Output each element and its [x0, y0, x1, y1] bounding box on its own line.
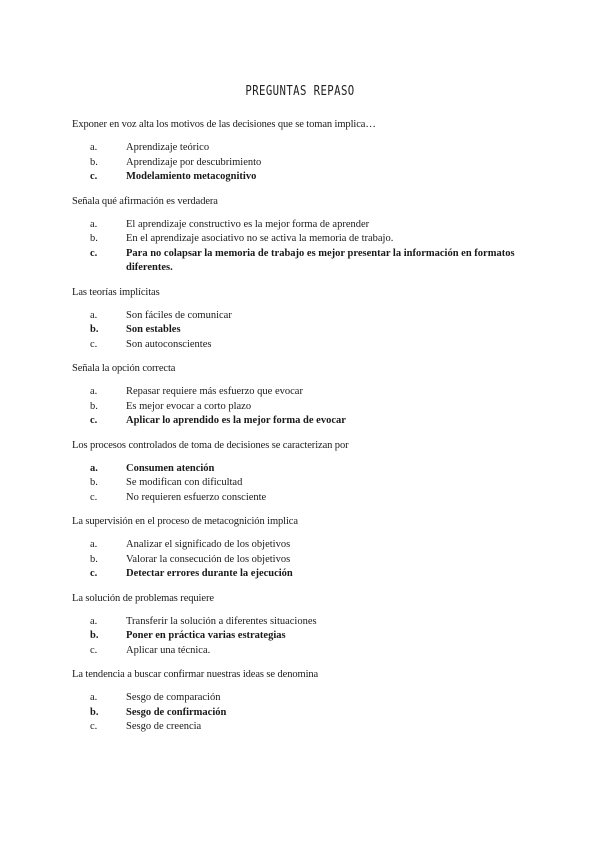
answer-option [90, 691, 532, 706]
question-text: Señala qué afirmación es verdadera [72, 195, 218, 207]
answer-option [90, 720, 532, 735]
question-block [72, 439, 532, 506]
answer-options [72, 385, 532, 429]
answer-options [72, 218, 532, 276]
option-text: En el aprendizaje asociativo no se activa la memoria de trabajo. [126, 233, 394, 244]
answer-option-correct [90, 567, 532, 582]
question-text: La supervisión en el proceso de metacognición implica [72, 516, 298, 527]
option-text: Consumen atención [126, 462, 215, 474]
page-title: PREGUNTAS REPASO [245, 84, 355, 99]
option-text: Para no colapsar la memoria de trabajo es mejor presentar la información en formatos diferentes. [126, 247, 515, 273]
question-text: La solución de problemas requiere [72, 592, 214, 604]
answer-option [90, 309, 532, 324]
answer-option [90, 385, 532, 400]
question-text: Señala la opción correcta [72, 363, 176, 374]
option-text: Son fáciles de comunicar [126, 309, 232, 321]
option-text: Modelamiento metacognitivo [126, 171, 257, 182]
answer-option [90, 538, 532, 553]
option-marker: b. [90, 630, 99, 641]
answer-option [90, 232, 532, 247]
answer-options [72, 141, 532, 185]
answer-option [90, 615, 532, 630]
question-block [72, 362, 532, 429]
option-marker: b. [90, 400, 98, 412]
question-block [72, 195, 532, 276]
answer-option [90, 553, 532, 568]
question-text: Exponer en voz alta los motivos de las decisiones que se toman implica… [72, 119, 376, 130]
option-marker: c. [90, 644, 98, 656]
question-block [72, 592, 532, 659]
answer-option [90, 218, 532, 233]
answer-option [90, 476, 532, 491]
answer-option-correct [90, 247, 532, 276]
option-marker: b. [90, 324, 99, 335]
option-text: Detectar errores durante la ejecución [126, 568, 293, 579]
answer-options [72, 462, 532, 506]
answer-options [72, 691, 532, 735]
option-marker: a. [90, 309, 98, 321]
option-text: Poner en práctica varias estrategias [126, 630, 286, 641]
option-text: Analizar el significado de los objetivos [126, 539, 291, 550]
option-marker: a. [90, 218, 98, 230]
answer-option-correct [90, 462, 532, 477]
option-marker: b. [90, 477, 98, 488]
option-text: Son autoconscientes [126, 338, 212, 350]
option-marker: c. [90, 568, 98, 579]
option-text: Valorar la consecución de los objetivos [126, 553, 291, 565]
question-text: La tendencia a buscar confirmar nuestras ideas se denomina [72, 669, 319, 680]
answer-option-correct [90, 170, 532, 185]
option-marker: a. [90, 615, 98, 627]
option-text: Repasar requiere más esfuerzo que evocar [126, 386, 303, 397]
option-marker: c. [90, 247, 98, 259]
question-text: Los procesos controlados de toma de decisiones se caracterizan por [72, 439, 349, 451]
option-text: No requieren esfuerzo consciente [126, 491, 267, 503]
option-text: Aplicar una técnica. [126, 644, 211, 656]
option-text: Sesgo de confirmación [126, 706, 227, 718]
option-text: Aplicar lo aprendido es la mejor forma de evocar [126, 415, 346, 426]
question-block [72, 118, 532, 185]
option-marker: a. [90, 539, 98, 550]
option-text: El aprendizaje constructivo es la mejor forma de aprender [126, 218, 370, 230]
answer-option [90, 156, 532, 171]
option-marker: b. [90, 706, 99, 718]
answer-option [90, 400, 532, 415]
answer-option-correct [90, 629, 532, 644]
option-text: Transferir la solución a diferentes situaciones [126, 615, 317, 627]
option-text: Se modifican con dificultad [126, 477, 243, 488]
answer-option [90, 338, 532, 353]
question-block [72, 668, 532, 735]
answer-option-correct [90, 706, 532, 721]
question-block [72, 515, 532, 582]
option-marker: a. [90, 386, 98, 397]
option-marker: c. [90, 415, 98, 426]
question-block [72, 286, 532, 353]
option-marker: a. [90, 142, 98, 153]
option-marker: a. [90, 462, 98, 474]
answer-option [90, 141, 532, 156]
question-list [72, 118, 532, 745]
answer-option [90, 491, 532, 506]
option-text: Sesgo de creencia [126, 721, 202, 732]
question-text: Las teorías implícitas [72, 286, 160, 298]
answer-option [90, 644, 532, 659]
answer-option-correct [90, 414, 532, 429]
option-text: Es mejor evocar a corto plazo [126, 400, 252, 412]
option-marker: c. [90, 171, 98, 182]
answer-options [72, 538, 532, 582]
option-text: Aprendizaje teórico [126, 142, 210, 153]
option-text: Son estables [126, 324, 181, 335]
answer-options [72, 309, 532, 353]
option-text: Aprendizaje por descubrimiento [126, 156, 262, 168]
answer-options [72, 615, 532, 659]
option-marker: a. [90, 692, 98, 703]
option-marker: b. [90, 553, 98, 565]
answer-option-correct [90, 323, 532, 338]
option-marker: b. [90, 156, 98, 168]
option-marker: c. [90, 338, 98, 350]
option-marker: c. [90, 721, 98, 732]
option-marker: b. [90, 233, 98, 244]
option-text: Sesgo de comparación [126, 692, 221, 703]
option-marker: c. [90, 491, 98, 503]
